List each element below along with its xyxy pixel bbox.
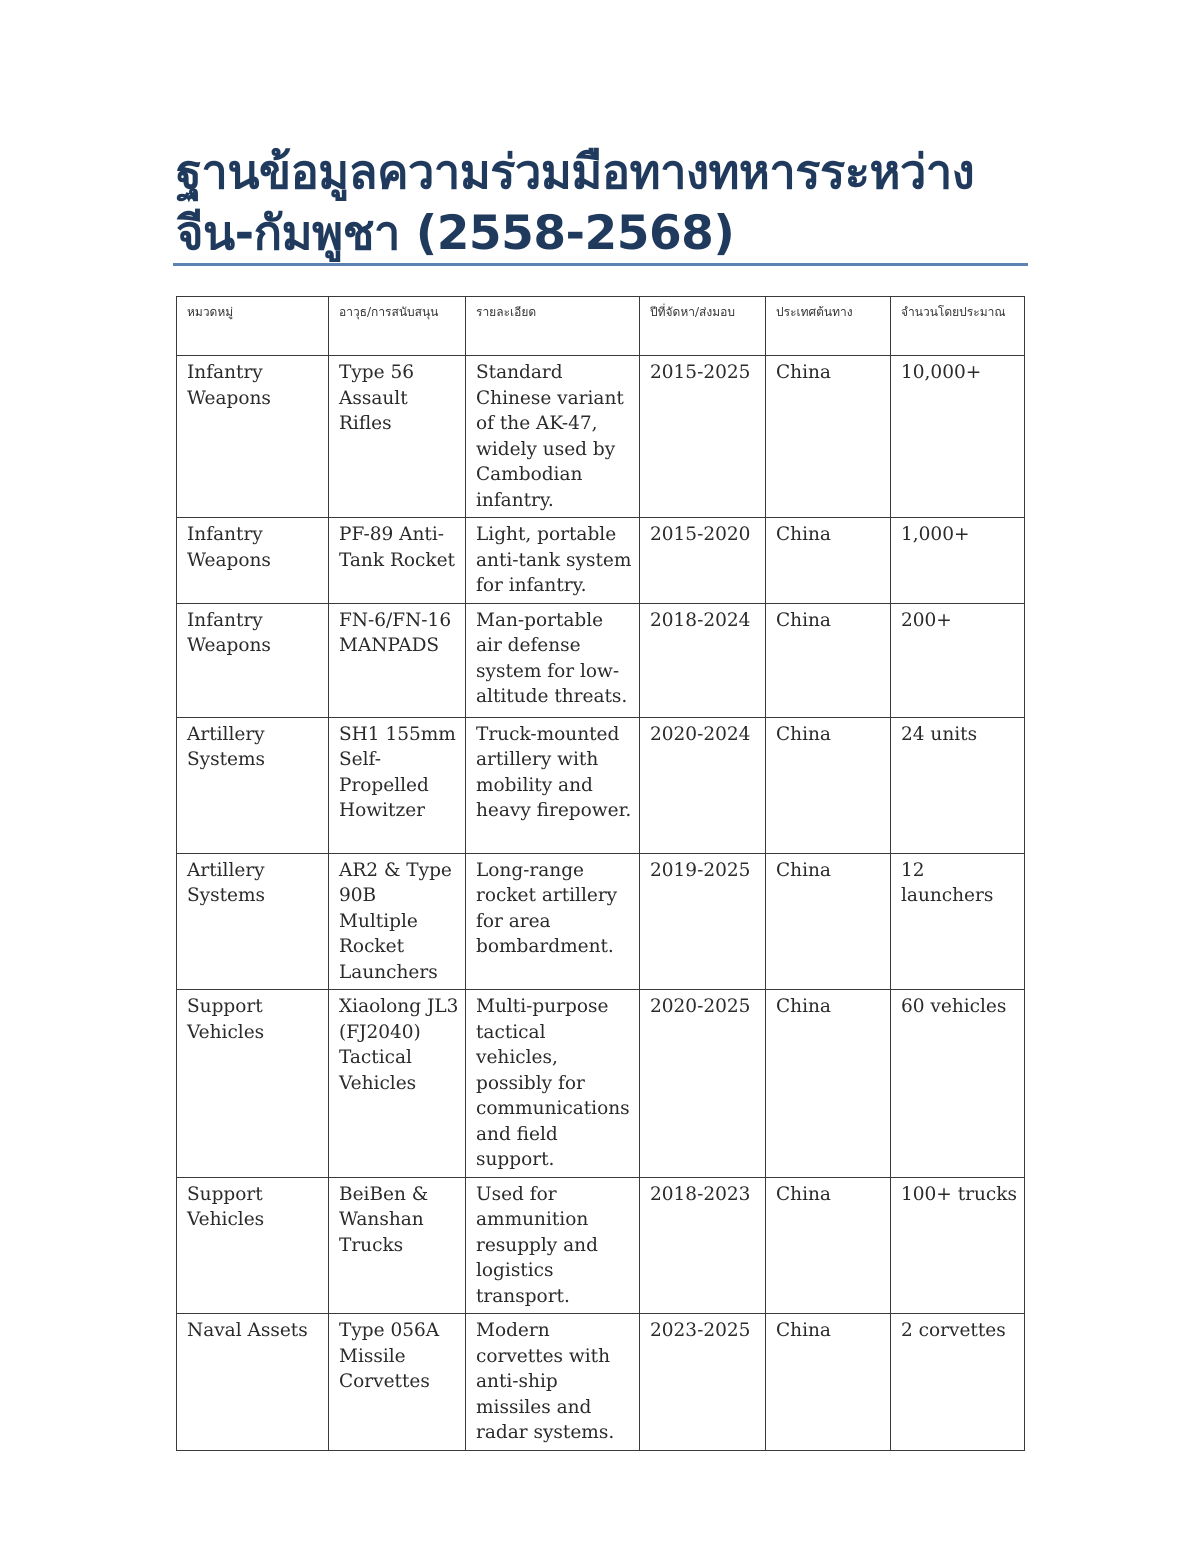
table-header-row	[177, 297, 1025, 356]
cell-category: Artillery Systems	[177, 717, 329, 853]
cell-quantity: 10,000+	[891, 356, 1025, 518]
cell-category: Artillery Systems	[177, 853, 329, 990]
cell-category: Support Vehicles	[177, 990, 329, 1178]
cell-quantity: 24 units	[891, 717, 1025, 853]
cell-quantity: 100+ trucks	[891, 1177, 1025, 1314]
cell-weapon: BeiBen & Wanshan Trucks	[329, 1177, 466, 1314]
cell-origin: China	[766, 356, 891, 518]
cell-details: Light, portable anti-tank system for infantry.	[466, 518, 640, 604]
cell-weapon: Xiaolong JL3 (FJ2040) Tactical Vehicles	[329, 990, 466, 1178]
cell-category: Infantry Weapons	[177, 603, 329, 717]
table-row	[177, 1314, 1025, 1451]
cell-quantity: 2 corvettes	[891, 1314, 1025, 1451]
cooperation-table	[176, 296, 1025, 1451]
table-row	[177, 853, 1025, 990]
cell-category: Infantry Weapons	[177, 518, 329, 604]
cell-category: Support Vehicles	[177, 1177, 329, 1314]
header-quantity: จำนวนโดยประมาณ	[891, 297, 1025, 356]
cell-years: 2018-2023	[640, 1177, 766, 1314]
cell-weapon: Type 56 Assault Rifles	[329, 356, 466, 518]
title-divider	[173, 263, 1028, 266]
cell-details: Truck-mounted artillery with mobility and heavy firepower.	[466, 717, 640, 853]
cell-years: 2015-2025	[640, 356, 766, 518]
cell-years: 2019-2025	[640, 853, 766, 990]
cell-weapon: AR2 & Type 90B Multiple Rocket Launchers	[329, 853, 466, 990]
header-category: หมวดหมู่	[177, 297, 329, 356]
page-title: ฐานข้อมูลความร่วมมือทางทหารระหว่างจีน-กัมพูชา (2558-2568)	[176, 145, 975, 261]
table-row	[177, 1177, 1025, 1314]
cell-quantity: 60 vehicles	[891, 990, 1025, 1178]
cell-origin: China	[766, 717, 891, 853]
cell-origin: China	[766, 603, 891, 717]
cell-category: Naval Assets	[177, 1314, 329, 1451]
header-weapon-support: อาวุธ/การสนับสนุน	[329, 297, 466, 356]
cell-category: Infantry Weapons	[177, 356, 329, 518]
cell-details: Man-portable air defense system for low-altitude threats.	[466, 603, 640, 717]
cell-origin: China	[766, 518, 891, 604]
cell-years: 2015-2020	[640, 518, 766, 604]
cell-details: Modern corvettes with anti-ship missiles and radar systems.	[466, 1314, 640, 1451]
cell-weapon: FN-6/FN-16 MANPADS	[329, 603, 466, 717]
cell-details: Standard Chinese variant of the AK-47, widely used by Cambodian infantry.	[466, 356, 640, 518]
cell-details: Used for ammunition resupply and logistics transport.	[466, 1177, 640, 1314]
cell-weapon: Type 056A Missile Corvettes	[329, 1314, 466, 1451]
cell-origin: China	[766, 853, 891, 990]
table-row	[177, 717, 1025, 853]
table-row	[177, 990, 1025, 1178]
cell-years: 2018-2024	[640, 603, 766, 717]
cell-origin: China	[766, 1314, 891, 1451]
header-origin-country: ประเทศต้นทาง	[766, 297, 891, 356]
cell-quantity: 1,000+	[891, 518, 1025, 604]
cell-details: Long-range rocket artillery for area bombardment.	[466, 853, 640, 990]
header-delivery-years: ปีที่จัดหา/ส่งมอบ	[640, 297, 766, 356]
cell-origin: China	[766, 990, 891, 1178]
table-row	[177, 518, 1025, 604]
cell-details: Multi-purpose tactical vehicles, possibly for communications and field support.	[466, 990, 640, 1178]
table-row	[177, 603, 1025, 717]
cell-years: 2020-2024	[640, 717, 766, 853]
cell-years: 2020-2025	[640, 990, 766, 1178]
header-details: รายละเอียด	[466, 297, 640, 356]
cell-weapon: SH1 155mm Self-Propelled Howitzer	[329, 717, 466, 853]
table-row	[177, 356, 1025, 518]
cell-quantity: 12 launchers	[891, 853, 1025, 990]
cell-weapon: PF-89 Anti-Tank Rocket	[329, 518, 466, 604]
cell-years: 2023-2025	[640, 1314, 766, 1451]
cell-quantity: 200+	[891, 603, 1025, 717]
cell-origin: China	[766, 1177, 891, 1314]
